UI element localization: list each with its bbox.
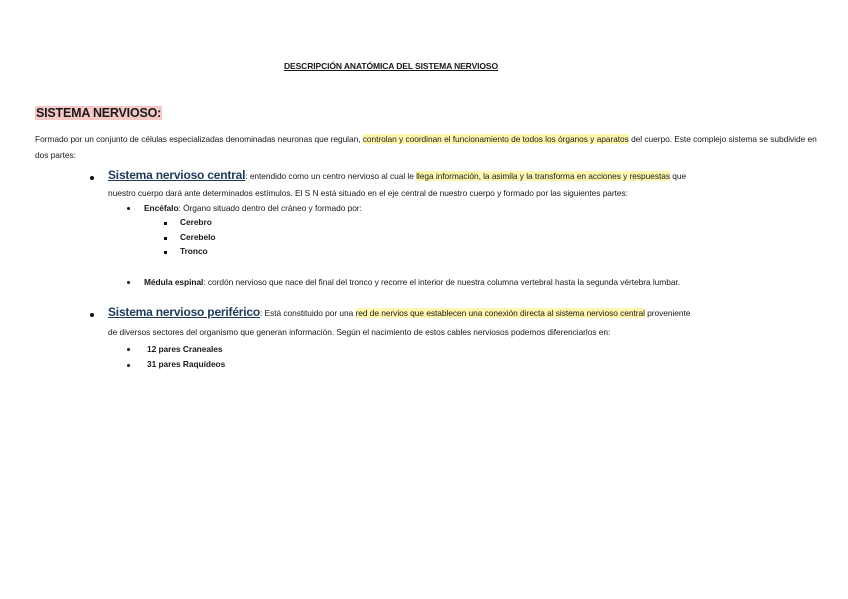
central-highlight: llega información, la asimila y la transforma en acciones y respuestas [416, 171, 671, 181]
list-item: Cerebro [180, 217, 212, 227]
bullet-dot-icon [90, 313, 94, 317]
peripheral-highlight: red de nervios que establecen una conexión directa al sistema nervioso central [355, 308, 645, 318]
list-item: 31 pares Raquídeos [147, 359, 226, 369]
intro-highlight: controlan y coordinan el funcionamiento de todos los órganos y aparatos [362, 134, 629, 144]
intro-text-1: Formado por un conjunto de células especializadas denominadas neuronas que regulan, [35, 134, 363, 144]
bullet-dot-icon [127, 207, 130, 210]
central-text-2: que [670, 171, 687, 181]
square-bullet-icon [164, 237, 167, 240]
peripheral-title: Sistema nervioso periférico [108, 305, 260, 319]
encefalo-line [144, 203, 362, 213]
bullet-dot-icon [90, 176, 94, 180]
medula-line [144, 277, 680, 287]
encefalo-label: Encéfalo [144, 203, 179, 213]
document-title: DESCRIPCIÓN ANATÓMICA DEL SISTEMA NERVIOSO [284, 61, 498, 71]
peripheral-text-2: proveniente [644, 308, 691, 318]
peripheral-text-1: : Está constituido por una [260, 308, 356, 318]
central-title: Sistema nervioso central [108, 168, 246, 182]
bullet-dot-icon [127, 348, 130, 351]
intro-text-2: del cuerpo. Este complejo sistema se subdivide en dos partes: [35, 134, 817, 160]
central-line-1 [108, 168, 686, 182]
intro-paragraph [35, 131, 825, 163]
square-bullet-icon [164, 251, 167, 254]
central-text-1: : entendido como un centro nervioso al cual le [245, 171, 417, 181]
bullet-dot-icon [127, 364, 130, 367]
encefalo-text: : Órgano situado dentro del cráneo y formado por: [178, 203, 362, 213]
square-bullet-icon [164, 222, 167, 225]
peripheral-line-1 [108, 305, 690, 319]
section-heading: SISTEMA NERVIOSO: [36, 106, 162, 120]
medula-text: : cordón nervioso que nace del final del tronco y recorre el interior de nuestra columna vertebral hasta la segunda vértebra lumbar. [203, 277, 680, 287]
list-item: 12 pares Craneales [147, 344, 223, 354]
bullet-dot-icon [127, 281, 130, 284]
list-item: Tronco [180, 246, 208, 256]
list-item: Cerebelo [180, 232, 216, 242]
central-line-2: nuestro cuerpo dará ante determinados estímulos. El S N está situado en el eje central de nuestro cuerpo y formado por las siguientes partes: [108, 188, 628, 198]
peripheral-line-2: de diversos sectores del organismo que generan información. Según el nacimiento de estos cables nerviosos podemos diferenciarlos en: [108, 327, 611, 337]
medula-label: Médula espinal [144, 277, 204, 287]
